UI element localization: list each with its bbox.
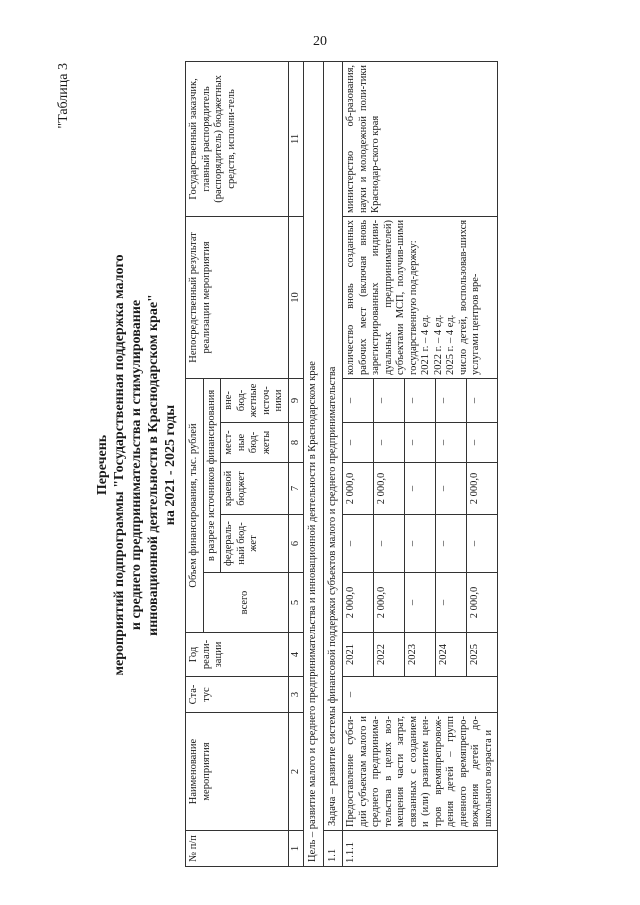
header-name: Наименование мероприятия <box>186 713 289 831</box>
page-number: 20 <box>313 34 327 49</box>
header-sources: в разрезе источников финансирования <box>203 378 221 572</box>
result-line: 2022 г. – 4 ед. <box>432 314 444 375</box>
federal-cell: – <box>467 515 498 573</box>
local-cell: – <box>436 423 467 463</box>
document-title <box>94 55 179 875</box>
header-year: Год реали-зации <box>186 633 289 677</box>
header-volume: Объем финансирования, тыс. рублей <box>186 378 204 632</box>
task-num: 1.1 <box>323 831 343 867</box>
task-text: Задача – развитие системы финансовой поддержки субъектов малого и среднего предпринимательства <box>323 61 343 830</box>
extra-cell: – <box>374 378 405 422</box>
year-cell: 2025 <box>467 633 498 677</box>
item-status: – <box>343 677 498 713</box>
goal-text: Цель – развитие малого и среднего предпринимательства и инновационной деятельности в Краснодарском крае <box>304 61 324 866</box>
title-line-1: Перечень <box>95 434 110 496</box>
title-line-3: и среднего предпринимательства и стимулирование <box>129 299 144 631</box>
year-cell: 2021 <box>343 633 374 677</box>
local-cell: – <box>343 423 374 463</box>
col-number: 9 <box>288 378 304 422</box>
col-number: 2 <box>288 713 304 831</box>
col-number: 6 <box>288 515 304 573</box>
year-cell: 2023 <box>405 633 436 677</box>
header-federal: федераль-ный бюд-жет <box>221 515 289 573</box>
col-number: 1 <box>288 831 304 867</box>
header-customer: Государственный заказчик, главный распорядитель (распорядитель) бюджетных средств, исполни-тель <box>186 61 289 216</box>
local-cell: – <box>374 423 405 463</box>
goal-row <box>304 61 324 866</box>
federal-cell: – <box>436 515 467 573</box>
regional-cell: – <box>405 463 436 515</box>
col-number: 8 <box>288 423 304 463</box>
title-line-4: инновационной деятельности в Краснодарском крае" <box>146 294 161 636</box>
header-row-1 <box>186 61 204 866</box>
header-local: мест-ные бюд-жеты <box>221 423 289 463</box>
total-cell: 2 000,0 <box>467 573 498 633</box>
table-label: "Таблица 3 <box>56 63 71 129</box>
col-number: 4 <box>288 633 304 677</box>
title-line-5: на 2021 - 2025 годы <box>163 404 178 526</box>
col-number: 10 <box>288 216 304 378</box>
extra-cell: – <box>405 378 436 422</box>
total-cell: – <box>405 573 436 633</box>
regional-cell: – <box>436 463 467 515</box>
regional-cell: 2 000,0 <box>467 463 498 515</box>
year-cell: 2024 <box>436 633 467 677</box>
year-cell: 2022 <box>374 633 405 677</box>
col-number: 7 <box>288 463 304 515</box>
extra-cell: – <box>343 378 374 422</box>
header-result: Непосредственный результат реализации мероприятия <box>186 216 289 378</box>
header-status: Ста-тус <box>186 677 289 713</box>
federal-cell: – <box>343 515 374 573</box>
result-text-2: число детей, воспользовав-шихся услугами центров вре- <box>457 219 481 375</box>
item-customer: министерство об-разования, науки и молодежной поли-тики Краснодар-ского края <box>343 61 498 216</box>
result-text: количество вновь созданных рабочих мест (включая вновь зарегистрированных индиви-дуальных предпринимателей) субъектами МСП, получив-шими государственную под-держку: <box>345 219 419 375</box>
local-cell: – <box>405 423 436 463</box>
header-total: всего <box>203 573 288 633</box>
regional-cell: 2 000,0 <box>343 463 374 515</box>
extra-cell: – <box>436 378 467 422</box>
regional-cell: 2 000,0 <box>374 463 405 515</box>
item-num: 1.1.1 <box>343 831 498 867</box>
header-num: № п/п <box>186 831 289 867</box>
item-name: Предоставление субси-дий субъектам малого и среднего предпринима-тельства в целях воз-мещения части затрат, связанных с созданием и (или) развитием цен-тров времяпрепровож-дения детей – групп дневного времяпрепро-вождения детей до-школьного возраста и <box>343 713 498 831</box>
total-cell: – <box>436 573 467 633</box>
col-number: 3 <box>288 677 304 713</box>
task-row <box>323 61 343 866</box>
header-regional: краевой бюджет <box>221 463 289 515</box>
extra-cell: – <box>467 378 498 422</box>
total-cell: 2 000,0 <box>343 573 374 633</box>
rotated-content <box>50 55 590 875</box>
column-numbers-row <box>288 61 304 866</box>
item-row <box>343 61 374 866</box>
measures-table <box>185 61 498 867</box>
total-cell: 2 000,0 <box>374 573 405 633</box>
item-result <box>343 216 498 378</box>
title-line-2: мероприятий подпрограммы "Государственная поддержка малого <box>112 254 127 676</box>
header-extra: вне-бюд-жетные источ-ники <box>221 378 289 422</box>
federal-cell: – <box>405 515 436 573</box>
local-cell: – <box>467 423 498 463</box>
federal-cell: – <box>374 515 405 573</box>
col-number: 11 <box>288 61 304 216</box>
col-number: 5 <box>288 573 304 633</box>
result-line: 2021 г. – 4 ед. <box>420 314 431 375</box>
result-line: 2025 г. – 4 ед. <box>445 314 456 375</box>
